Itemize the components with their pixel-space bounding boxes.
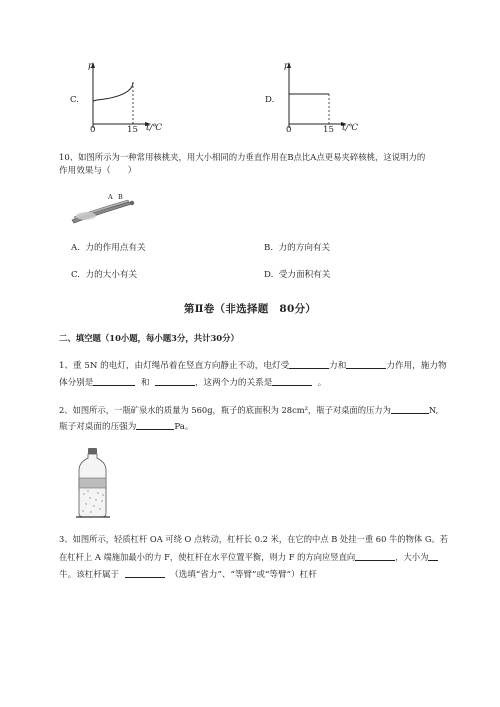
q2-text: 2、如图所示，一瓶矿泉水的质量为 560g，瓶子的底面积为 28cm²，瓶子对桌面的压力为: [59, 405, 391, 415]
option-letter: A.: [71, 243, 80, 253]
nutcracker-label-a: A: [108, 193, 113, 201]
q3-text: ，大小为: [395, 552, 429, 562]
graph-c-p-label: p: [88, 61, 94, 71]
graph-d-x-label: t/℃: [342, 123, 358, 133]
graph-c-origin: 0: [90, 125, 96, 135]
option-d-letter: D.: [265, 95, 275, 105]
q2-blank-2[interactable]: [136, 421, 174, 430]
q10-option-a: [71, 244, 146, 253]
q1-text: 力和: [329, 361, 347, 371]
graph-c-tick: 15: [127, 125, 138, 135]
q3-line3: [59, 569, 317, 580]
nutcracker-label-b: B: [118, 193, 123, 201]
q1-line1: [59, 360, 447, 371]
q3-line2: [59, 552, 438, 561]
q2-text: 瓶子对桌面的压强为: [59, 422, 137, 432]
q10-option-c: [71, 271, 137, 280]
q1-text: 体分别是: [59, 378, 94, 388]
nutcracker-image: [68, 192, 140, 226]
part2-title: 第Ⅱ卷（非选择题 80分）: [183, 303, 317, 315]
q1-blank-1[interactable]: [289, 360, 329, 369]
option-text: 力的方向有关: [278, 243, 331, 253]
graph-d-origin: 0: [286, 125, 292, 135]
option-text: 力的大小有关: [85, 270, 138, 280]
option-text: 受力面积有关: [278, 270, 331, 280]
q2-text: N,: [428, 405, 439, 415]
q10-line2: 作用效果与（ ）: [59, 166, 137, 176]
q2-blank-1[interactable]: [391, 405, 429, 414]
q1-text: 力作用，施力物: [386, 361, 447, 371]
q1-blank-2[interactable]: [346, 360, 386, 369]
q3-text: 在杠杆上 A 端施加最小的力 F，使杠杆在水平位置平衡，则力 F 的方向应竖直向: [59, 552, 356, 562]
option-letter: C.: [71, 270, 81, 280]
q10-line1: 10、如图所示为一种常用核桃夹，用大小相同的力垂直作用在B点比A点更易夹碎核桃，这说明力的: [59, 152, 426, 162]
q1-text: 和: [140, 378, 150, 388]
q3-text: 牛。该杠杆属于: [59, 570, 120, 580]
q3-line1: 3、如图所示，轻质杠杆 OA 可绕 O 点转动，杠杆长 0.2 米，在它的中点 B 处挂一重 60 牛的物体 G。若: [59, 534, 449, 544]
q1-text: ，这两个力的关系是: [194, 378, 273, 388]
q3-blank-2[interactable]: [428, 552, 438, 561]
graph-c-curve: [93, 82, 133, 101]
section-heading: 二、填空题（10小题，每小题3分，共计30分）: [59, 333, 239, 343]
q1-blank-5[interactable]: [272, 377, 312, 386]
bottle-image: [76, 446, 110, 518]
option-text: 力的作用点有关: [85, 243, 146, 253]
graph-d-p-label: p: [284, 61, 290, 71]
q1-blank-3[interactable]: [93, 377, 135, 386]
q10-option-d: [264, 271, 330, 280]
q10-option-b: [264, 244, 330, 253]
q2-text: Pa。: [174, 422, 194, 432]
graph-d-tick: 15: [323, 125, 334, 135]
q1-line2: [59, 377, 326, 388]
q3-blank-1[interactable]: [355, 552, 395, 561]
option-c-letter: C.: [70, 95, 80, 105]
q1-blank-4[interactable]: [155, 377, 195, 386]
q1-text: 1、重 5N 的电灯，由灯绳吊着在竖直方向静止不动，电灯受: [59, 361, 290, 371]
graph-c-x-label: t/℃: [146, 123, 162, 133]
q3-text: （选填“省力”、“等臂”或“等臂”）杠杆: [170, 570, 317, 580]
option-letter: D.: [264, 270, 274, 280]
q2-line1: [59, 405, 438, 414]
q3-blank-3[interactable]: [125, 569, 165, 578]
q1-text: 。: [317, 378, 327, 388]
option-letter: B.: [264, 243, 274, 253]
q2-line2: [59, 421, 193, 432]
